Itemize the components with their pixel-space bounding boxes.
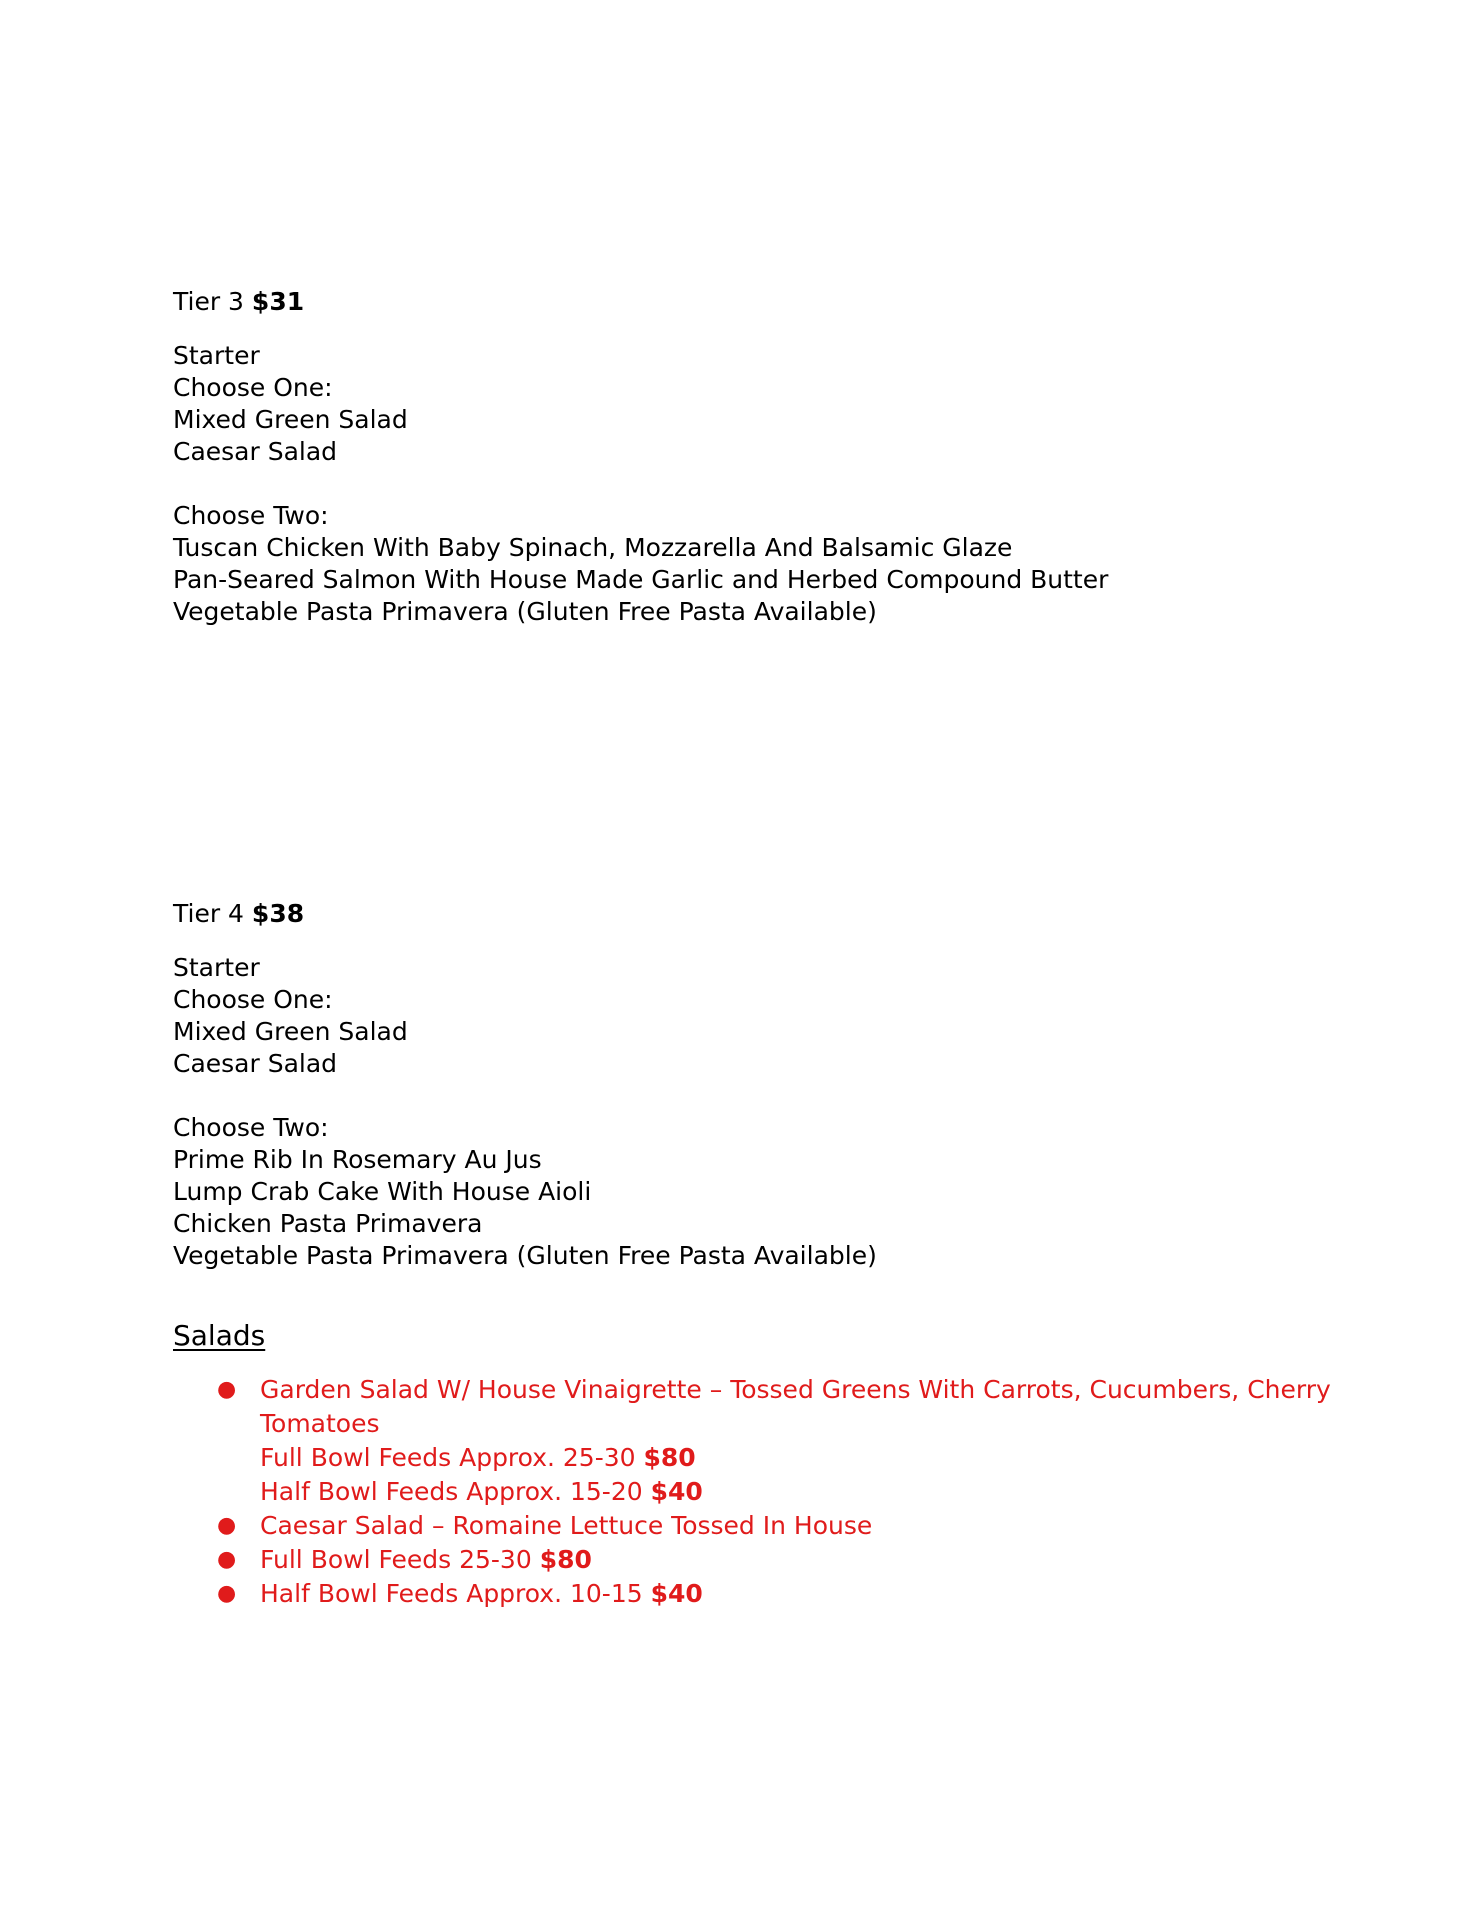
caesar-salad-full-text: Full Bowl Feeds 25-30 <box>260 1545 540 1574</box>
bullet-icon: ● <box>217 1547 237 1572</box>
list-item <box>173 1577 1353 1611</box>
caesar-salad-half-text: Half Bowl Feeds Approx. 10-15 <box>260 1579 651 1608</box>
tier-4-choose-two: Choose Two: <box>173 1113 329 1142</box>
garden-salad-half-bowl <box>260 1475 1353 1509</box>
tier-4-entree: Prime Rib In Rosemary Au Jus <box>173 1145 542 1174</box>
bullet-icon: ● <box>217 1377 237 1402</box>
tier-3-choose-one: Choose One: <box>173 373 333 402</box>
tier-4-label: Tier 4 <box>173 899 244 928</box>
tier-4-starter-option: Caesar Salad <box>173 1049 338 1078</box>
tier-4-entree: Lump Crab Cake With House Aioli <box>173 1177 592 1206</box>
tier-3-label: Tier 3 <box>173 287 244 316</box>
caesar-salad-description: Caesar Salad – Romaine Lettuce Tossed In House <box>260 1511 873 1540</box>
garden-salad-description: Garden Salad W/ House Vinaigrette – Tossed Greens With Carrots, Cucumbers, Cherry Tomatoes <box>260 1375 1331 1438</box>
tier-4-starter-title: Starter <box>173 953 260 982</box>
tier-3-section <box>173 286 1353 628</box>
tier-3-choose-two: Choose Two: <box>173 501 329 530</box>
caesar-salad-half-bowl <box>260 1577 1353 1611</box>
salads-heading: Salads <box>173 1319 266 1352</box>
tier-4-choose-one: Choose One: <box>173 985 333 1014</box>
tier-3-price: $31 <box>251 287 305 316</box>
tier-3-starter-title: Starter <box>173 341 260 370</box>
garden-salad-full-price: $80 <box>643 1443 696 1472</box>
tier-3-starter-option: Caesar Salad <box>173 437 338 466</box>
tier-3-entree: Pan-Seared Salmon With House Made Garlic and Herbed Compound Butter <box>173 565 1109 594</box>
list-item <box>173 1509 1353 1543</box>
garden-salad-half-price: $40 <box>650 1477 703 1506</box>
tier-3-entree: Tuscan Chicken With Baby Spinach, Mozzarella And Balsamic Glaze <box>173 533 1013 562</box>
tier-4-entree: Vegetable Pasta Primavera (Gluten Free Pasta Available) <box>173 1241 877 1270</box>
list-item <box>173 1543 1353 1577</box>
salads-list <box>173 1373 1353 1611</box>
caesar-salad-full-bowl <box>260 1543 1353 1577</box>
tier-4-starter-option: Mixed Green Salad <box>173 1017 408 1046</box>
garden-salad-half-text: Half Bowl Feeds Approx. 15-20 <box>260 1477 651 1506</box>
bullet-icon: ● <box>217 1513 237 1538</box>
garden-salad-full-text: Full Bowl Feeds Approx. 25-30 <box>260 1443 644 1472</box>
caesar-salad-full-price: $80 <box>539 1545 592 1574</box>
list-item <box>173 1373 1353 1509</box>
tier-4-price: $38 <box>251 899 305 928</box>
tier-3-starter-option: Mixed Green Salad <box>173 405 408 434</box>
tier-4-heading <box>173 898 1353 930</box>
tier-3-entree: Vegetable Pasta Primavera (Gluten Free Pasta Available) <box>173 597 877 626</box>
bullet-icon: ● <box>217 1581 237 1606</box>
caesar-salad-half-price: $40 <box>650 1579 703 1608</box>
tier-3-heading <box>173 286 1353 318</box>
tier-4-entree: Chicken Pasta Primavera <box>173 1209 483 1238</box>
garden-salad-full-bowl <box>260 1441 1353 1475</box>
tier-4-section <box>173 898 1353 1272</box>
